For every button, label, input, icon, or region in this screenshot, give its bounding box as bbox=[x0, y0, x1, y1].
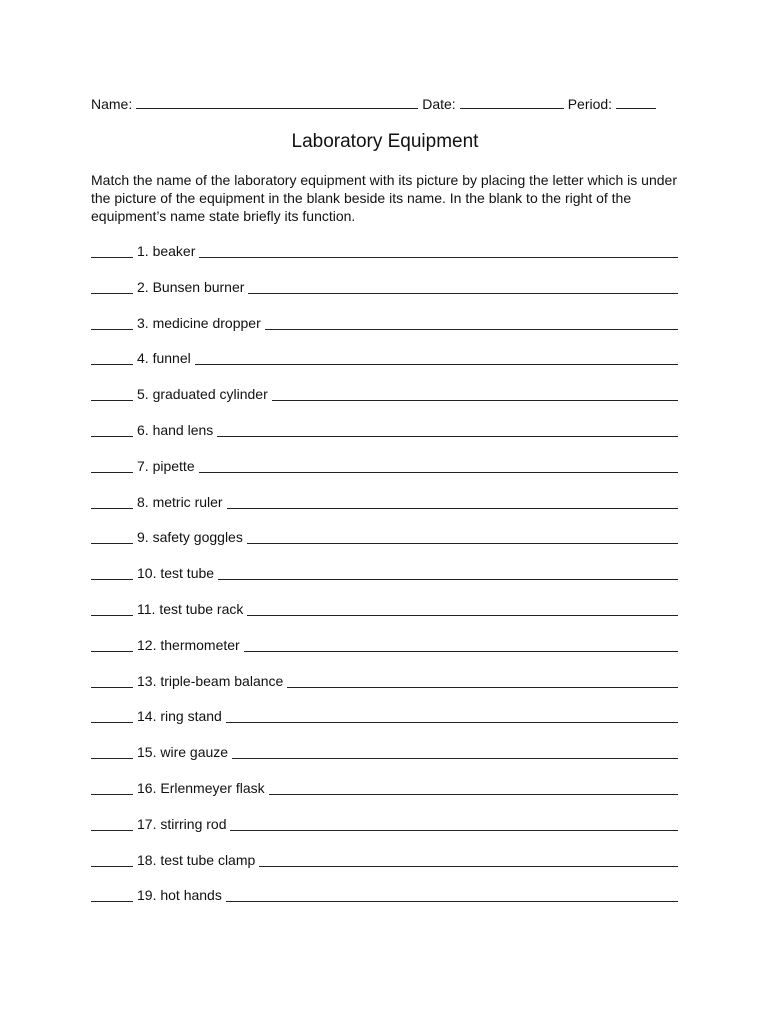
function-answer-blank[interactable] bbox=[265, 315, 678, 330]
date-label: Date: bbox=[422, 96, 456, 112]
equipment-name: 16. Erlenmeyer flask bbox=[137, 779, 265, 796]
name-blank[interactable] bbox=[136, 94, 418, 109]
letter-answer-blank[interactable] bbox=[91, 279, 133, 294]
list-item bbox=[91, 852, 678, 888]
function-answer-blank[interactable] bbox=[199, 458, 678, 473]
list-item bbox=[91, 744, 678, 780]
equipment-name: 17. stirring rod bbox=[137, 815, 227, 832]
letter-answer-blank[interactable] bbox=[91, 243, 133, 258]
equipment-list bbox=[91, 243, 678, 923]
function-answer-blank[interactable] bbox=[230, 816, 678, 831]
list-item bbox=[91, 243, 678, 279]
letter-answer-blank[interactable] bbox=[91, 887, 133, 902]
function-answer-blank[interactable] bbox=[227, 494, 678, 509]
letter-answer-blank[interactable] bbox=[91, 601, 133, 616]
period-label: Period: bbox=[567, 96, 613, 112]
function-answer-blank[interactable] bbox=[248, 279, 678, 294]
letter-answer-blank[interactable] bbox=[91, 637, 133, 652]
instructions-paragraph: Match the name of the laboratory equipment with its picture by placing the letter which is under the picture of the equipment in the blank beside its name. In the blank to the right of the equipment’s name state briefly its function. bbox=[91, 172, 677, 224]
equipment-name: 13. triple-beam balance bbox=[137, 672, 284, 689]
list-item bbox=[91, 565, 678, 601]
equipment-name: 5. graduated cylinder bbox=[137, 386, 268, 403]
function-answer-blank[interactable] bbox=[247, 529, 678, 544]
letter-answer-blank[interactable] bbox=[91, 673, 133, 688]
list-item bbox=[91, 458, 678, 494]
list-item bbox=[91, 637, 678, 673]
list-item bbox=[91, 350, 678, 386]
letter-answer-blank[interactable] bbox=[91, 852, 133, 867]
list-item bbox=[91, 422, 678, 458]
letter-answer-blank[interactable] bbox=[91, 315, 133, 330]
list-item bbox=[91, 386, 678, 422]
list-item bbox=[91, 673, 678, 709]
equipment-name: 7. pipette bbox=[137, 457, 195, 474]
function-answer-blank[interactable] bbox=[244, 637, 678, 652]
letter-answer-blank[interactable] bbox=[91, 494, 133, 509]
list-item bbox=[91, 494, 678, 530]
equipment-name: 15. wire gauze bbox=[137, 744, 229, 761]
function-answer-blank[interactable] bbox=[218, 565, 678, 580]
equipment-name: 19. hot hands bbox=[137, 887, 222, 904]
function-answer-blank[interactable] bbox=[247, 601, 678, 616]
letter-answer-blank[interactable] bbox=[91, 529, 133, 544]
function-answer-blank[interactable] bbox=[287, 673, 678, 688]
period-blank[interactable] bbox=[616, 94, 656, 109]
letter-answer-blank[interactable] bbox=[91, 565, 133, 580]
equipment-name: 10. test tube bbox=[137, 565, 215, 582]
letter-answer-blank[interactable] bbox=[91, 816, 133, 831]
list-item bbox=[91, 279, 678, 315]
name-label: Name: bbox=[91, 96, 133, 112]
letter-answer-blank[interactable] bbox=[91, 708, 133, 723]
equipment-name: 6. hand lens bbox=[137, 421, 214, 438]
equipment-name: 11. test tube rack bbox=[137, 600, 244, 617]
equipment-name: 14. ring stand bbox=[137, 708, 222, 725]
letter-answer-blank[interactable] bbox=[91, 458, 133, 473]
student-info-header bbox=[91, 92, 678, 112]
function-answer-blank[interactable] bbox=[259, 852, 678, 867]
equipment-name: 4. funnel bbox=[137, 350, 191, 367]
function-answer-blank[interactable] bbox=[217, 422, 678, 437]
function-answer-blank[interactable] bbox=[226, 708, 678, 723]
equipment-name: 8. metric ruler bbox=[137, 493, 223, 510]
letter-answer-blank[interactable] bbox=[91, 744, 133, 759]
letter-answer-blank[interactable] bbox=[91, 422, 133, 437]
list-item bbox=[91, 780, 678, 816]
list-item bbox=[91, 601, 678, 637]
function-answer-blank[interactable] bbox=[272, 386, 678, 401]
equipment-name: 18. test tube clamp bbox=[137, 851, 256, 868]
function-answer-blank[interactable] bbox=[232, 744, 678, 759]
letter-answer-blank[interactable] bbox=[91, 350, 133, 365]
function-answer-blank[interactable] bbox=[195, 350, 678, 365]
equipment-name: 9. safety goggles bbox=[137, 529, 243, 546]
function-answer-blank[interactable] bbox=[199, 243, 678, 258]
letter-answer-blank[interactable] bbox=[91, 780, 133, 795]
list-item bbox=[91, 315, 678, 351]
page-title: Laboratory Equipment bbox=[291, 131, 479, 152]
function-answer-blank[interactable] bbox=[226, 887, 678, 902]
equipment-name: 3. medicine dropper bbox=[137, 314, 261, 331]
letter-answer-blank[interactable] bbox=[91, 386, 133, 401]
date-blank[interactable] bbox=[460, 94, 564, 109]
equipment-name: 2. Bunsen burner bbox=[137, 278, 245, 295]
function-answer-blank[interactable] bbox=[269, 780, 678, 795]
equipment-name: 12. thermometer bbox=[137, 636, 240, 653]
list-item bbox=[91, 816, 678, 852]
equipment-name: 1. beaker bbox=[137, 243, 196, 259]
list-item bbox=[91, 887, 678, 923]
list-item bbox=[91, 708, 678, 744]
list-item bbox=[91, 529, 678, 565]
